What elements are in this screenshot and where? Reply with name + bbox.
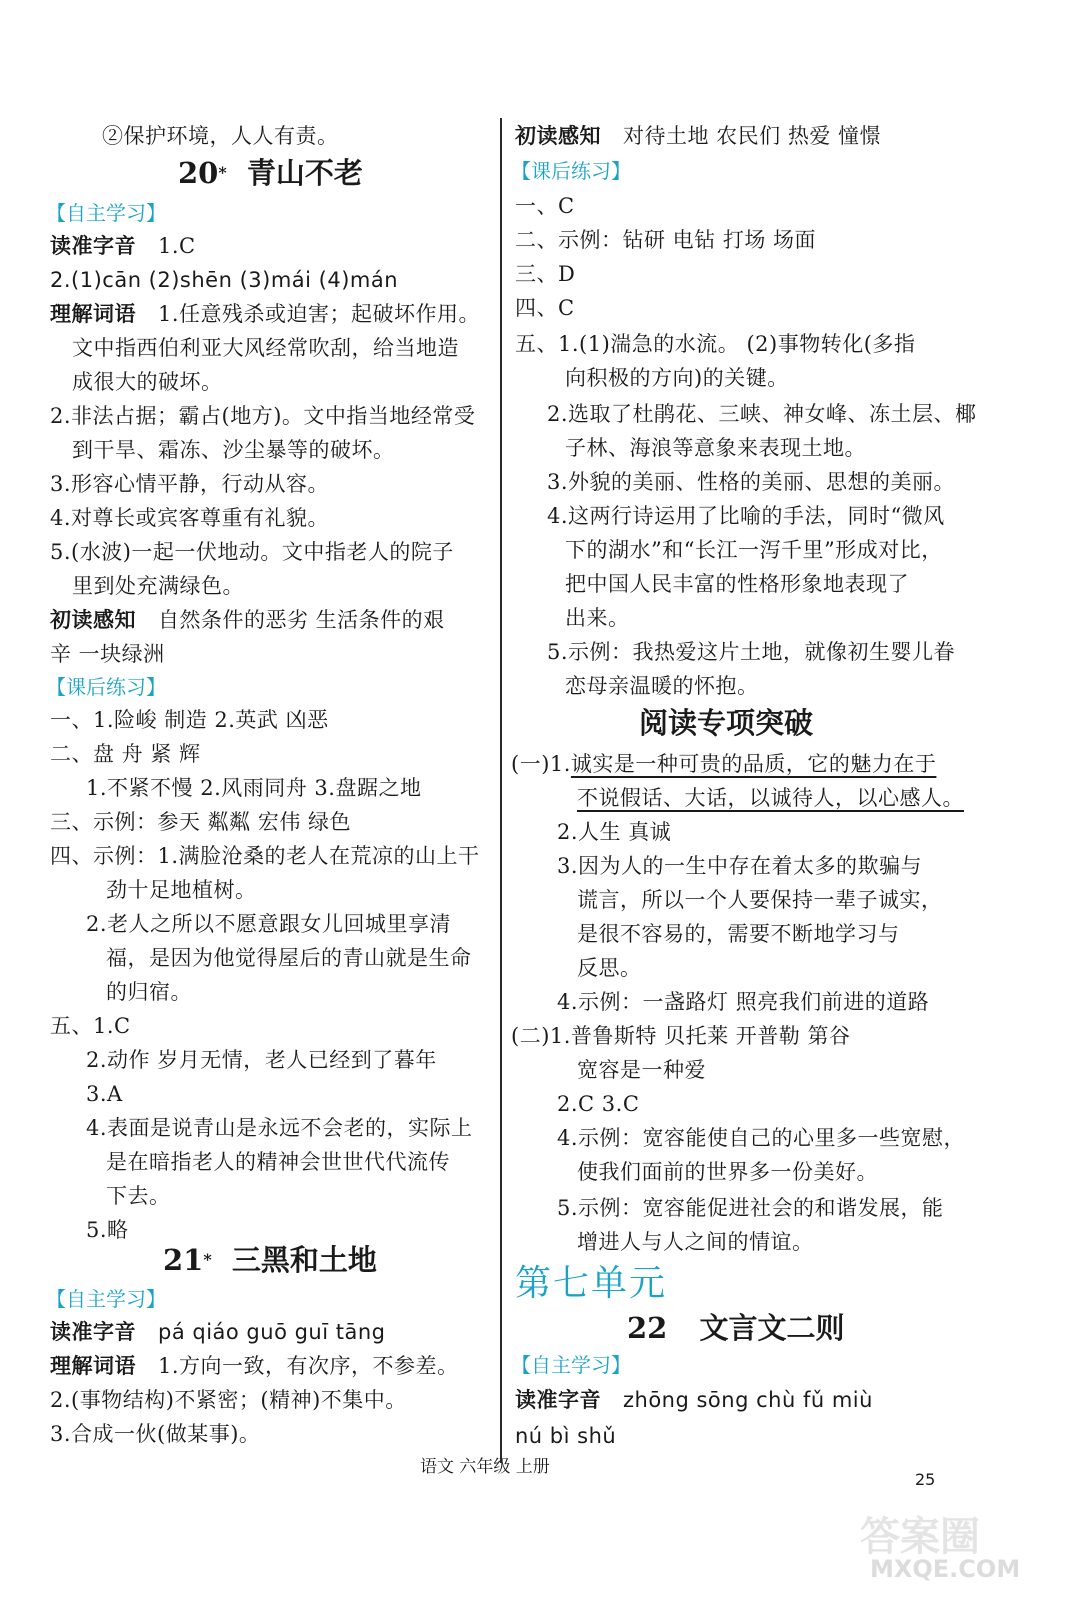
text-line: 是在暗指老人的精神会世世代代流传: [106, 1150, 450, 1174]
text-line: 4.示例：一盏路灯 照亮我们前进的道路: [557, 990, 930, 1014]
item-text: 1.C: [158, 234, 196, 258]
text-line: 4.这两行诗运用了比喻的手法，同时“微风: [547, 504, 945, 528]
text-line: 二、示例：钻研 电钻 打场 场面: [515, 228, 817, 252]
lesson-21-heading: [163, 1240, 377, 1280]
unit-title: 第七单元: [515, 1263, 668, 1304]
text-line: 5.略: [86, 1218, 129, 1242]
underlined-answer: 诚实是一种可贵的品质，它的魅力在于: [570, 752, 937, 776]
lesson-title: 三黑和土地: [231, 1243, 377, 1277]
text-line: 2.C 3.C: [557, 1092, 640, 1116]
text-line: 使我们面前的世界多一份美好。: [577, 1160, 878, 1184]
reading-section-heading: 阅读专项突破: [639, 706, 814, 740]
text-line: 2.动作 岁月无情，老人已经到了暮年: [86, 1048, 437, 1072]
item-text: 自然条件的恶劣 生活条件的艰: [158, 608, 445, 632]
optional-mark: *: [218, 163, 227, 182]
lesson-number: 21: [163, 1243, 204, 1277]
item-label: 读准字音: [50, 233, 136, 258]
text-line: [50, 230, 196, 262]
text-line: 是很不容易的，需要不断地学习与: [577, 922, 900, 946]
text-line: 2.(事物结构)不紧密；(精神)不集中。: [50, 1388, 407, 1412]
item-label: 理解词语: [50, 1353, 136, 1378]
text-line: 谎言，所以一个人要保持一辈子诚实，: [577, 888, 943, 912]
text-line: 文中指西伯利亚大风经常吹刮，给当地造: [72, 336, 459, 360]
text-line: 5.示例：宽容能促进社会的和谐发展，能: [557, 1196, 944, 1220]
underlined-answer: 不说假话、大话，以诚待人，以心感人。: [577, 786, 964, 810]
item-text: 1.任意残杀或迫害；起破坏作用。: [158, 302, 481, 326]
text-line: 出来。: [565, 606, 630, 630]
text-line: 3.形容心情平静，行动从容。: [50, 472, 330, 496]
page-number: 25: [915, 1470, 936, 1489]
text-line: [515, 1384, 873, 1416]
lesson-number: 20: [178, 156, 219, 190]
text-line: 的归宿。: [106, 980, 192, 1004]
text-line: 2.老人之所以不愿意跟女儿回城里享清: [86, 912, 452, 936]
text-line: [50, 604, 445, 636]
text-line: 3.合成一伙(做某事)。: [50, 1422, 261, 1446]
text-line: nú bì shǔ: [515, 1424, 617, 1448]
text-line: 2.选取了杜鹃花、三峡、神女峰、冻土层、椰: [547, 402, 977, 426]
text-line: 5.示例：我热爱这片土地，就像初生婴儿眷: [547, 640, 956, 664]
text-line: 3.A: [86, 1082, 123, 1106]
text-line: 2.(1)cān (2)shēn (3)mái (4)mán: [50, 268, 399, 292]
column-divider: [500, 118, 502, 1463]
text-line: 三、D: [515, 262, 576, 286]
text-line: 劲十足地植树。: [106, 878, 257, 902]
text-line: [50, 1316, 386, 1348]
text-line: 一、1.险峻 制造 2.英武 凶恶: [50, 708, 329, 732]
text-line: 四、示例：1.满脸沧桑的老人在荒凉的山上干: [50, 844, 480, 868]
lesson-title: 文言文二则: [699, 1311, 845, 1345]
text-line: [515, 120, 881, 152]
lesson-20-heading: [178, 153, 363, 193]
section-label: 【课后练习】: [511, 159, 631, 183]
text-line: 宽容是一种爱: [577, 1058, 706, 1082]
item-label: 读准字音: [515, 1387, 601, 1412]
section-label: 【自主学习】: [46, 201, 166, 225]
item-label: 初读感知: [515, 123, 601, 148]
text-line: 辛 一块绿洲: [50, 642, 165, 666]
text-line: 下去。: [106, 1184, 171, 1208]
text-line: 增进人与人之间的情谊。: [577, 1230, 814, 1254]
text-line: 四、C: [515, 296, 575, 320]
section-label: 【自主学习】: [46, 1287, 166, 1311]
text-line: 4.对尊长或宾客尊重有礼貌。: [50, 506, 330, 530]
text-line: 二、盘 舟 紧 辉: [50, 742, 201, 766]
text-line: 五、1.(1)湍急的水流。 (2)事物转化(多指: [515, 332, 916, 356]
text-line: 1.不紧不慢 2.风雨同舟 3.盘踞之地: [86, 776, 422, 800]
item-text: pá qiáo guō guī tāng: [158, 1320, 386, 1344]
lesson-title: 青山不老: [246, 156, 363, 190]
text-line: ②保护环境，人人有责。: [102, 124, 339, 148]
text-line: 反思。: [577, 956, 642, 980]
watermark-url: MXQE.COM: [870, 1555, 1021, 1583]
optional-mark: *: [203, 1250, 212, 1269]
lesson-22-heading: [627, 1308, 844, 1348]
text-line: 恋母亲温暖的怀抱。: [565, 674, 759, 698]
text-line: 五、1.C: [50, 1014, 131, 1038]
section-label: 【课后练习】: [46, 675, 166, 699]
text-line: 成很大的破坏。: [72, 370, 223, 394]
text-line: [50, 1350, 459, 1382]
text-line: 福，是因为他觉得屋后的青山就是生命: [106, 946, 472, 970]
text-line: 2.人生 真诚: [557, 820, 672, 844]
item-prefix: (一)1.: [511, 752, 571, 776]
lesson-number: 22: [627, 1311, 668, 1345]
text-line: 子林、海浪等意象来表现土地。: [565, 436, 866, 460]
item-text: 对待土地 农民们 热爱 憧憬: [623, 124, 882, 148]
item-label: 初读感知: [50, 607, 136, 632]
page-footer: 语文 六年级 上册: [420, 1457, 550, 1477]
text-line: 4.示例：宽容能使自己的心里多一些宽慰，: [557, 1126, 966, 1150]
item-label: 理解词语: [50, 301, 136, 326]
text-line: 把中国人民丰富的性格形象地表现了: [565, 572, 909, 596]
item-label: 读准字音: [50, 1319, 136, 1344]
text-line: (二)1.普鲁斯特 贝托莱 开普勒 第谷: [511, 1024, 851, 1048]
text-line: 到干旱、霜冻、沙尘暴等的破坏。: [72, 438, 395, 462]
text-line: 3.因为人的一生中存在着太多的欺骗与: [557, 854, 923, 878]
text-line: 里到处充满绿色。: [72, 574, 244, 598]
item-text: 1.方向一致，有次序，不参差。: [158, 1354, 459, 1378]
text-line: 三、示例：参天 粼粼 宏伟 绿色: [50, 810, 352, 834]
text-line: 3.外貌的美丽、性格的美丽、思想的美丽。: [547, 470, 956, 494]
section-label: 【自主学习】: [511, 1353, 631, 1377]
text-line: 一、C: [515, 194, 575, 218]
text-line: 5.(水波)一起一伏地动。文中指老人的院子: [50, 540, 454, 564]
item-text: zhōng sōng chù fǔ miù: [623, 1388, 873, 1412]
text-line: [50, 298, 480, 330]
text-line: [511, 748, 936, 780]
text-line: 向积极的方向)的关键。: [565, 366, 789, 390]
text-line: 2.非法占据；霸占(地方)。文中指当地经常受: [50, 404, 476, 428]
text-line: 下的湖水”和“长江一泻千里”形成对比，: [565, 538, 943, 562]
watermark-logo: 答案圈: [860, 1514, 980, 1560]
text-line: 4.表面是说青山是永远不会老的，实际上: [86, 1116, 473, 1140]
